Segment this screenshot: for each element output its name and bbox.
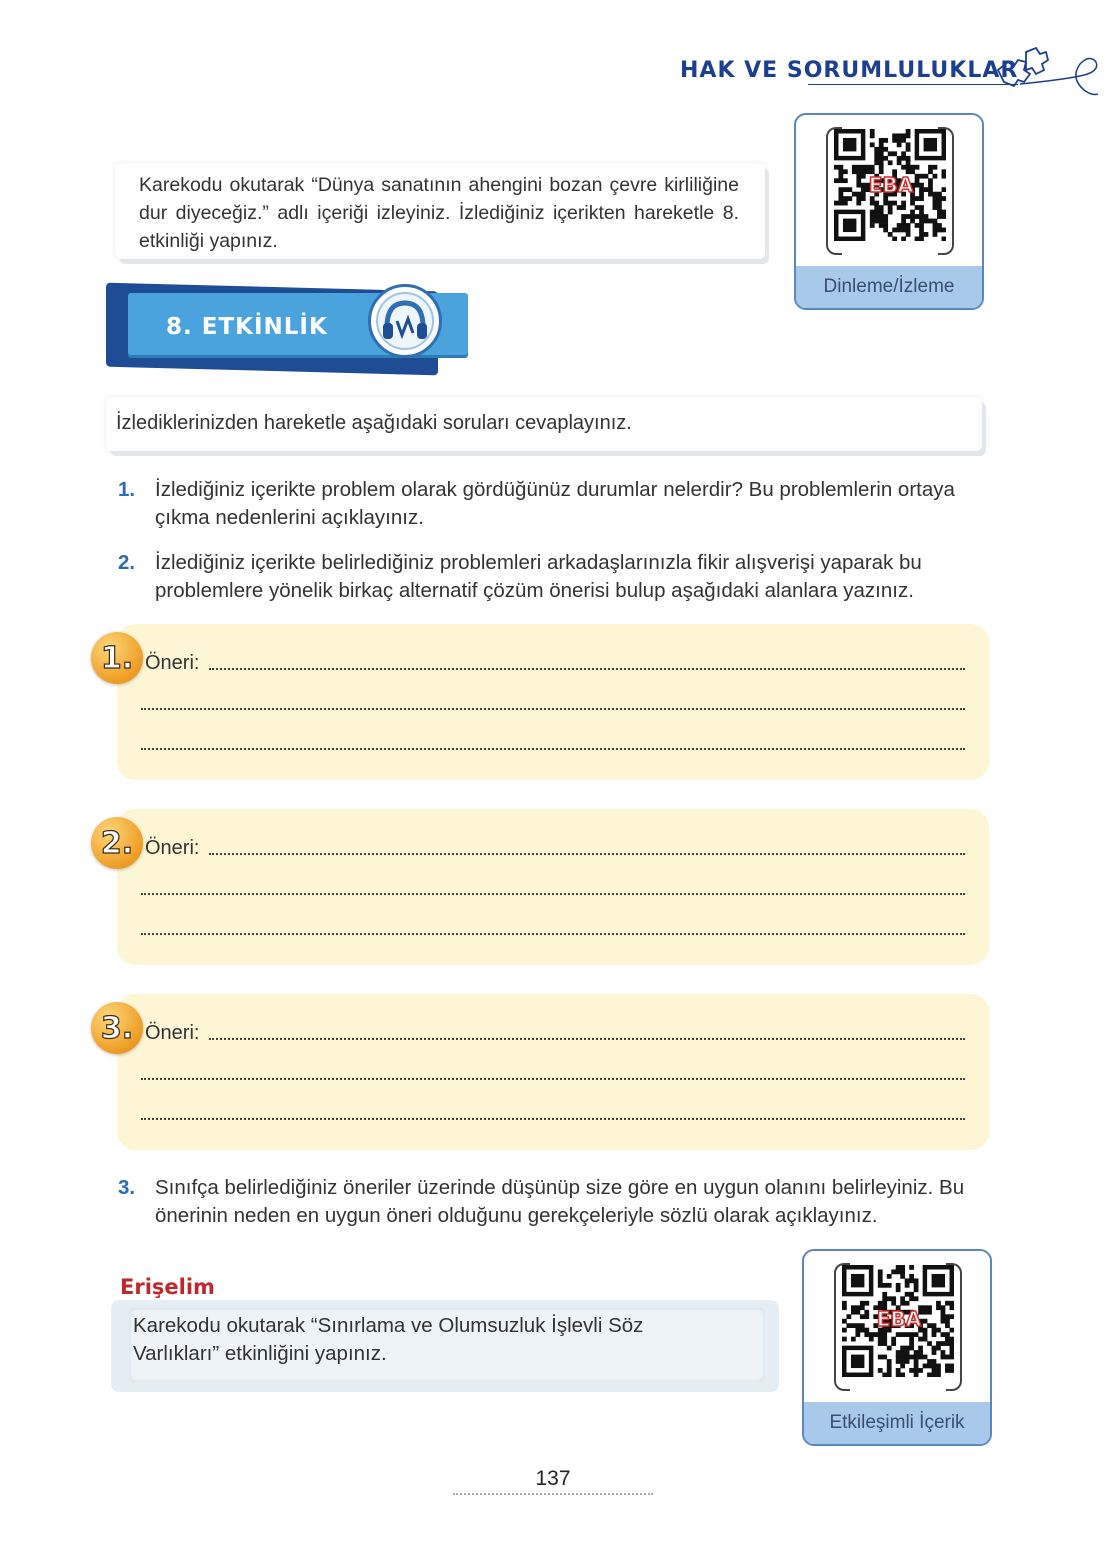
answer-line[interactable] <box>209 853 965 855</box>
answer-line[interactable] <box>141 708 965 710</box>
suggestion-badge-2: 2. <box>91 817 143 869</box>
eba-logo <box>856 175 926 197</box>
answer-line[interactable] <box>141 1078 965 1080</box>
headphones-icon <box>368 284 442 358</box>
page-number-decoration <box>453 1493 653 1495</box>
intro-text: Karekodu okutarak “Dünya sanatının ahengini bozan çevre kirliliğine dur diyeceğiz.” adlı içeriği izleyiniz. İzlediğiniz içerikten hareketle 8. etkinliği yapınız. <box>139 174 739 252</box>
qr-card-interactive[interactable] <box>802 1249 992 1446</box>
suggestion-label: Öneri: <box>145 837 205 860</box>
question-number: 1. <box>118 478 136 501</box>
access-box <box>111 1300 779 1392</box>
question-1 <box>118 476 988 532</box>
answer-line[interactable] <box>141 748 965 750</box>
puzzle-swirl-icon <box>990 42 1100 104</box>
qr-label-interactive: Etkileşimli İçerik <box>804 1402 990 1444</box>
suggestion-box-3 <box>117 994 989 1150</box>
answer-line[interactable] <box>141 1118 965 1120</box>
suggestion-label: Öneri: <box>145 652 205 675</box>
header-title: HAK VE SORUMLULUKLAR <box>680 58 1019 83</box>
qr-card-listening[interactable] <box>794 113 984 310</box>
question-number: 2. <box>118 551 136 574</box>
eba-logo-text: EBA <box>868 175 914 197</box>
question-text: Sınıfça belirlediğiniz öneriler üzerinde düşünüp size göre en uygun olanını belirleyiniz. Bu önerinin neden en uygun öneri olduğunu gerekçeleriyle sözlü olarak açıklayınız. <box>155 1176 965 1227</box>
question-number: 3. <box>118 1176 136 1199</box>
instruction-box <box>106 397 982 451</box>
question-3 <box>118 1174 988 1230</box>
suggestion-box-2 <box>117 809 989 965</box>
suggestion-box-1 <box>117 624 989 780</box>
suggestion-badge-1: 1. <box>91 632 143 684</box>
access-title: Erişelim <box>120 1275 215 1299</box>
question-text: İzlediğiniz içerikte problem olarak gördüğünüz durumlar nelerdir? Bu problemlerin ortaya çıkma nedenlerini açıklayınız. <box>155 478 955 529</box>
access-text: Karekodu okutarak “Sınırlama ve Olumsuzluk İşlevli Söz Varlıkları” etkinliğini yapınız. <box>133 1314 644 1365</box>
answer-line[interactable] <box>141 893 965 895</box>
eba-logo-text: EBA <box>876 1309 922 1331</box>
answer-line[interactable] <box>141 933 965 935</box>
answer-line[interactable] <box>209 1038 965 1040</box>
intro-box <box>115 163 765 259</box>
qr-label-listening: Dinleme/İzleme <box>796 266 982 308</box>
page-number: 137 <box>535 1467 571 1490</box>
eba-logo <box>864 1309 934 1331</box>
suggestion-badge-3: 3. <box>91 1002 143 1054</box>
header-underline <box>808 84 1018 85</box>
suggestion-label: Öneri: <box>145 1022 205 1045</box>
instruction-text: İzlediklerinizden hareketle aşağıdaki soruları cevaplayınız. <box>116 412 632 434</box>
activity-title: 8. ETKİNLİK <box>166 314 328 340</box>
question-text: İzlediğiniz içerikte belirlediğiniz problemleri arkadaşlarınızla fikir alışverişi yaparak bu problemlere yönelik birkaç alternatif çözüm önerisi bulup aşağıdaki alanlara yazınız. <box>155 551 922 602</box>
answer-line[interactable] <box>209 668 965 670</box>
question-2 <box>118 549 988 605</box>
